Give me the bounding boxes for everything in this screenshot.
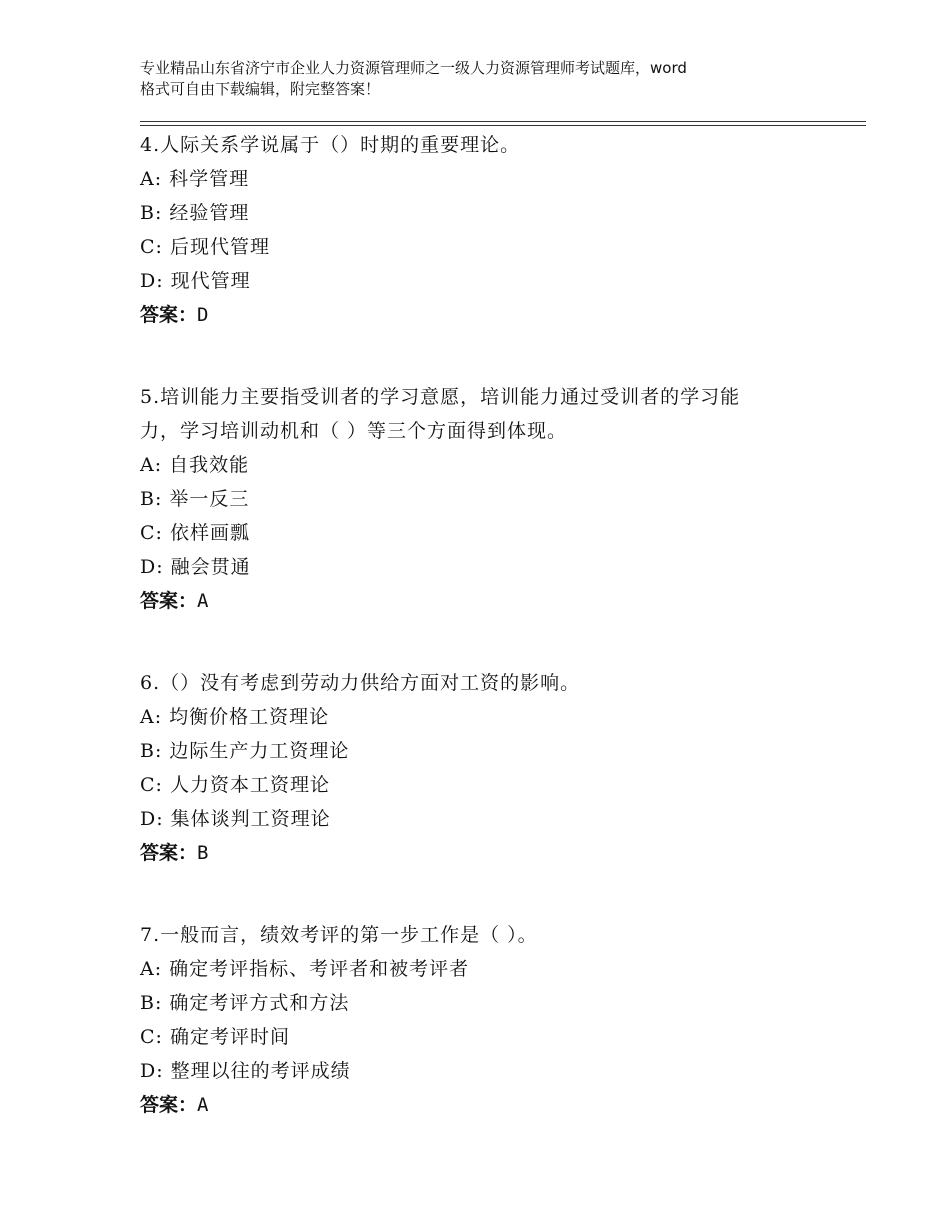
question-stem: 4.人际关系学说属于（）时期的重要理论。 — [140, 134, 521, 156]
answer-label: 答案： — [140, 590, 198, 612]
answer-label: 答案： — [140, 842, 198, 864]
answer-label: 答案： — [140, 304, 198, 326]
answer-line — [140, 298, 840, 332]
answer-label: 答案： — [140, 1094, 198, 1116]
answer-line — [140, 584, 840, 618]
question-list — [140, 128, 840, 1170]
answer-option: A: 均衡价格工资理论 — [140, 706, 330, 728]
answer-option: D: 集体谈判工资理论 — [140, 808, 331, 830]
question-block — [140, 128, 840, 332]
question-stem: 7.一般而言，绩效考评的第一步工作是（ ）。 — [140, 924, 538, 946]
header-divider-bottom — [140, 125, 866, 126]
answer-option: C: 人力资本工资理论 — [140, 774, 330, 796]
answer-line — [140, 836, 840, 870]
header-line-2: 格式可自由下载编辑，附完整答案！ — [140, 80, 381, 98]
answer-value: A — [197, 1094, 209, 1116]
answer-value: D — [197, 304, 209, 326]
answer-option: B: 确定考评方式和方法 — [140, 992, 350, 1014]
answer-option: B: 边际生产力工资理论 — [140, 740, 350, 762]
answer-line — [140, 1088, 840, 1122]
answer-option: D: 融会贯通 — [140, 556, 251, 578]
document-header — [140, 58, 840, 100]
answer-option: A: 自我效能 — [140, 454, 250, 476]
question-block — [140, 666, 840, 870]
header-line-1: 专业精品山东省济宁市企业人力资源管理师之一级人力资源管理师考试题库，word — [140, 59, 687, 77]
answer-option: D: 现代管理 — [140, 270, 251, 292]
question-stem: 力，学习培训动机和（ ）等三个方面得到体现。 — [140, 420, 568, 442]
question-stem: 5.培训能力主要指受训者的学习意愿，培训能力通过受训者的学习能 — [140, 386, 741, 408]
question-block — [140, 918, 840, 1122]
answer-option: C: 依样画瓢 — [140, 522, 250, 544]
question-stem: 6.（）没有考虑到劳动力供给方面对工资的影响。 — [140, 672, 581, 694]
answer-option: C: 后现代管理 — [140, 236, 270, 258]
answer-value: A — [197, 590, 209, 612]
answer-option: B: 经验管理 — [140, 202, 250, 224]
answer-option: C: 确定考评时间 — [140, 1026, 290, 1048]
answer-option: B: 举一反三 — [140, 488, 250, 510]
answer-option: D: 整理以往的考评成绩 — [140, 1060, 351, 1082]
answer-option: A: 确定考评指标、考评者和被考评者 — [140, 958, 470, 980]
answer-value: B — [197, 842, 209, 864]
header-divider-top — [140, 121, 866, 122]
answer-option: A: 科学管理 — [140, 168, 250, 190]
question-block — [140, 380, 840, 618]
